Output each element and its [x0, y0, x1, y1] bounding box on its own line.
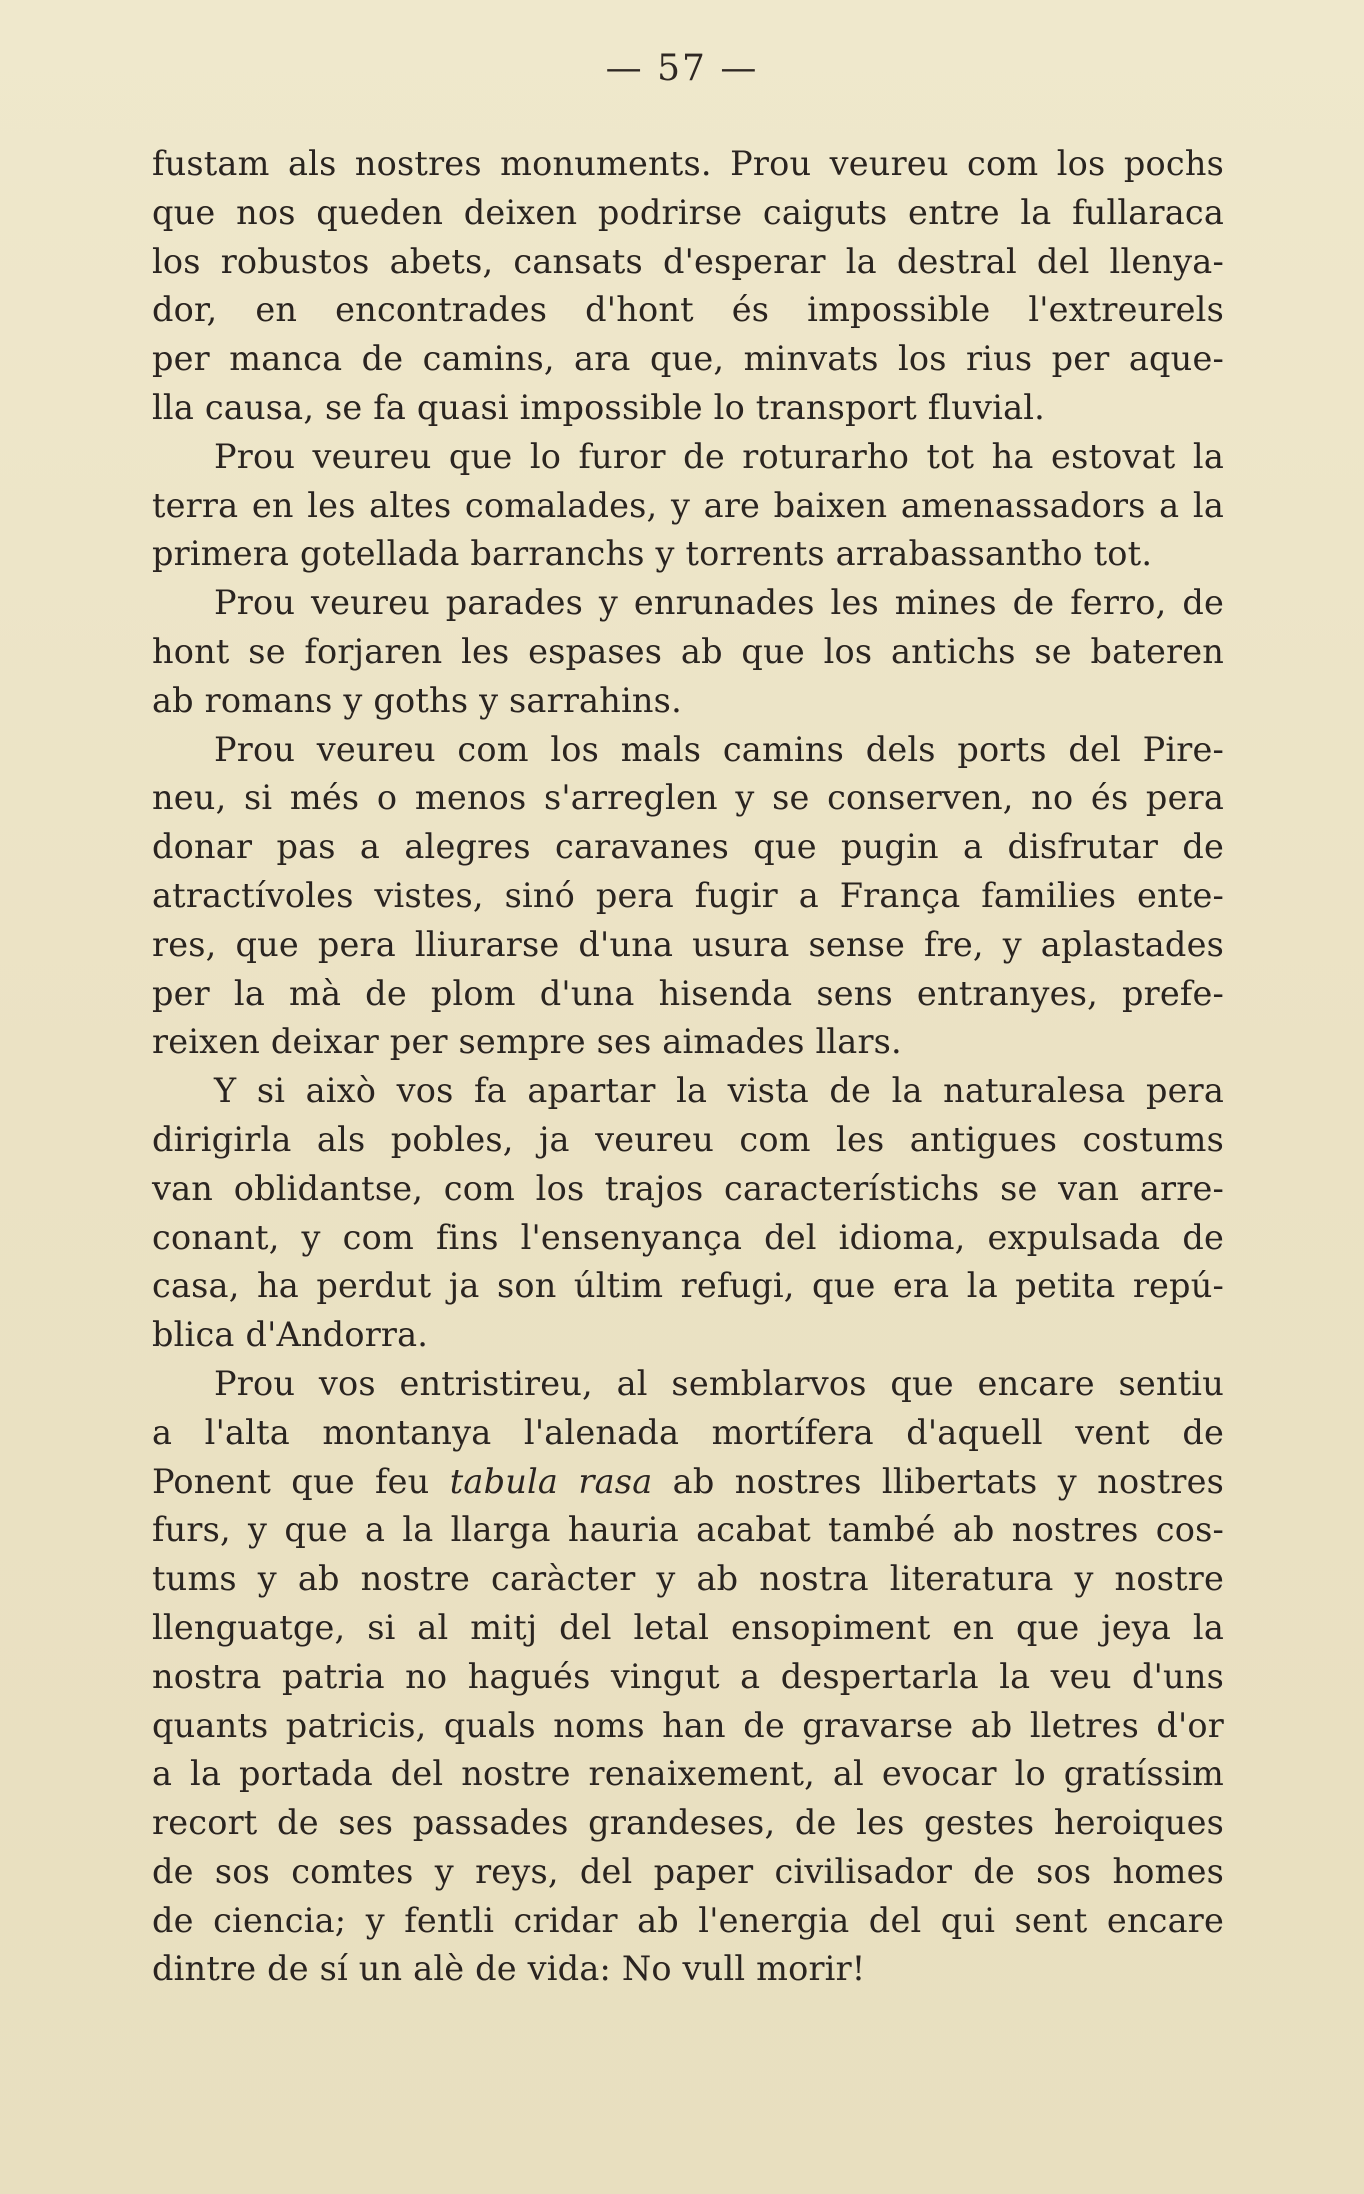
text-line: Prou veureu parades y enrunades les mines de ferro, de: [214, 583, 1224, 623]
text-line: recort de ses passades grandeses, de les gestes heroiques: [152, 1803, 1224, 1843]
text-line: van oblidantse, com los trajos característichs se van arre-: [152, 1168, 1224, 1208]
text-line: res, que pera lliurarse d'una usura sense fre, y aplastades: [152, 924, 1224, 964]
paragraph: [152, 726, 1224, 1068]
text-line: ab romans y goths y sarrahins.: [152, 680, 682, 720]
text-line: lla causa, se fa quasi impossible lo transport fluvial.: [152, 387, 1046, 427]
paragraph: [152, 433, 1224, 579]
text-line: conant, y com fins l'ensenyança del idioma, expulsada de: [152, 1217, 1224, 1257]
text-line: Y si això vos fa apartar la vista de la naturalesa pera: [214, 1071, 1224, 1111]
paragraph: [152, 1067, 1224, 1360]
text-line: blica d'Andorra.: [152, 1315, 429, 1355]
text-line: hont se forjaren les espases ab que los antichs se bateren: [152, 631, 1224, 671]
text-line: quants patricis, quals noms han de gravarse ab lletres d'or: [152, 1705, 1224, 1745]
text-line: a la portada del nostre renaixement, al evocar lo gratíssim: [152, 1754, 1224, 1794]
text-line: Prou vos entristireu, al semblarvos que encare sentiu: [214, 1363, 1224, 1403]
text-line: per la mà de plom d'una hisenda sens entranyes, prefe-: [152, 973, 1224, 1013]
text-line: dintre de sí un alè de vida: No vull morir!: [152, 1949, 866, 1989]
text-line: de ciencia; y fentli cridar ab l'energia del qui sent encare: [152, 1900, 1224, 1940]
page-number: — 57 —: [605, 48, 759, 89]
text-line: terra en les altes comalades, y are baixen amenassadors a la: [152, 485, 1224, 525]
text-line: nostra patria no hagués vingut a despertarla la veu d'uns: [152, 1656, 1224, 1696]
text-line: de sos comtes y reys, del paper civilisador de sos homes: [152, 1851, 1224, 1891]
text-line: reixen deixar per sempre ses aimades llars.: [152, 1022, 902, 1062]
text-line: Prou veureu que lo furor de roturarho tot ha estovat la: [214, 436, 1224, 476]
paragraph: [152, 1360, 1224, 1994]
paragraph: [152, 579, 1224, 725]
text-line: donar pas a alegres caravanes que pugin a disfrutar de: [152, 827, 1224, 867]
text-fragment: Ponent que feu: [152, 1461, 450, 1501]
text-line: dirigirla als pobles, ja veureu com les antigues costums: [152, 1119, 1224, 1159]
text-line: neu, si més o menos s'arreglen y se conserven, no és pera: [152, 778, 1224, 818]
italic-phrase: tabula rasa: [449, 1461, 653, 1501]
text-line: fustam als nostres monuments. Prou veureu com los pochs: [152, 144, 1224, 183]
text-fragment: ab nostres llibertats y nostres: [652, 1461, 1225, 1501]
text-line: per manca de camins, ara que, minvats los rius per aque-: [152, 339, 1224, 379]
text-line-with-italic: [152, 1458, 1224, 1507]
text-line: los robustos abets, cansats d'esperar la destral del llenya-: [152, 241, 1224, 281]
text-line: tums y ab nostre caràcter y ab nostra literatura y nostre: [152, 1559, 1224, 1599]
text-line: a l'alta montanya l'alenada mortífera d'aquell vent de: [152, 1412, 1224, 1452]
text-line: Prou veureu com los mals camins dels ports del Pire-: [214, 729, 1224, 769]
text-line: furs, y que a la llarga hauria acabat també ab nostres cos-: [152, 1510, 1224, 1550]
text-line: primera gotellada barranchs y torrents arrabassantho tot.: [152, 534, 1153, 574]
text-line: llenguatge, si al mitj del letal ensopiment en que jeya la: [152, 1607, 1224, 1647]
text-line: que nos queden deixen podrirse caiguts entre la fullaraca: [152, 192, 1224, 232]
text-line: casa, ha perdut ja son últim refugi, que era la petita repú-: [152, 1266, 1224, 1306]
paragraph: [152, 140, 1224, 433]
text-line: dor, en encontrades d'hont és impossible l'extreurels: [152, 290, 1224, 330]
body-text: [152, 140, 1224, 1994]
text-line: atractívoles vistes, sinó pera fugir a França families ente-: [152, 875, 1224, 915]
